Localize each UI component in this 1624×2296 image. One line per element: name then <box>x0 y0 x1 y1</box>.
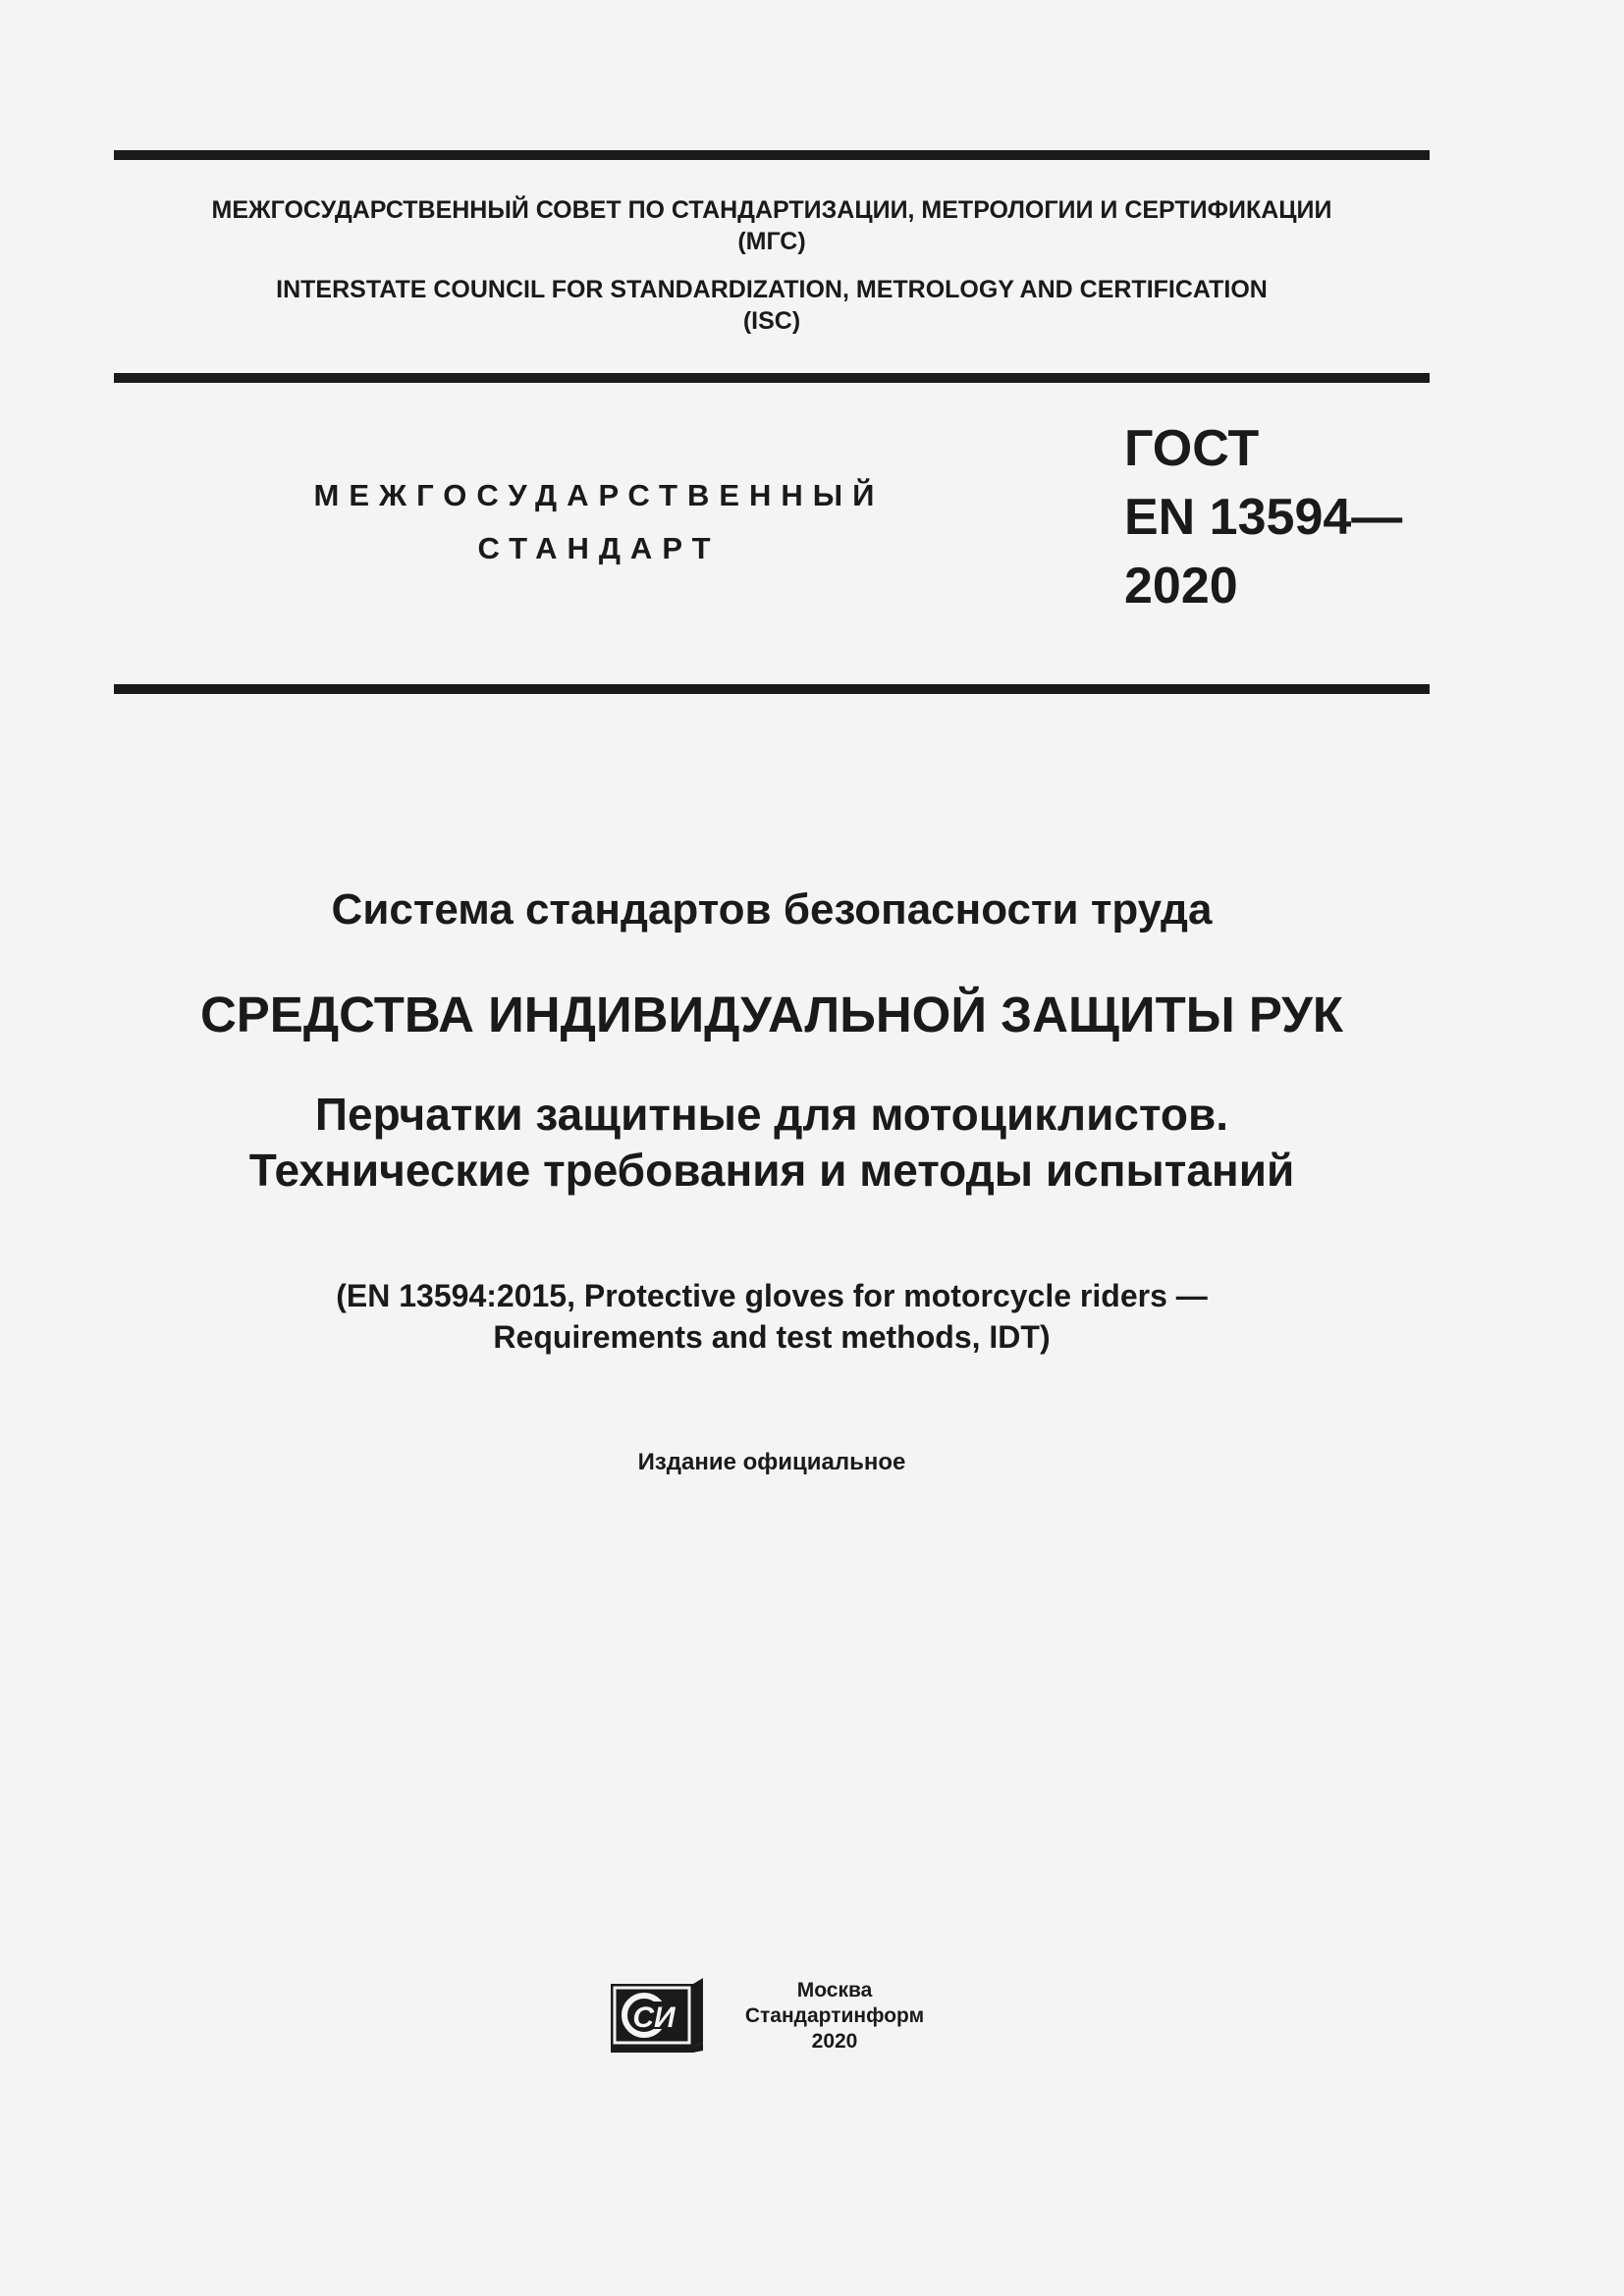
logo-text: СИ <box>632 2002 676 2034</box>
council-abbr-ru: (МГС) <box>737 228 806 255</box>
council-name-en-line1: INTERSTATE COUNCIL FOR STANDARDIZATION, METROLOGY AND CERTIFICATION <box>276 276 1268 303</box>
reference-line2: Requirements and test methods, IDT) <box>493 1319 1051 1355</box>
subtitle-line1: Перчатки защитные для мотоциклистов. <box>314 1089 1229 1140</box>
top-rule <box>114 150 1430 160</box>
standard-type <box>255 469 943 575</box>
standard-type-line1: МЕЖГОСУДАРСТВЕННЫЙ <box>313 478 885 512</box>
council-abbr-en: (ISC) <box>742 307 801 335</box>
designation-line1: ГОСТ <box>1124 420 1260 477</box>
system-title: Система стандартов безопасности труда <box>331 885 1213 934</box>
middle-rule <box>114 373 1430 383</box>
subtitle-line2: Технические требования и методы испытаний <box>248 1145 1295 1196</box>
standard-designation <box>1124 414 1402 620</box>
council-name-ru <box>114 194 1430 257</box>
council-name-en <box>114 274 1430 337</box>
publisher-city: Москва <box>796 1979 873 2002</box>
bottom-rule <box>114 684 1430 694</box>
standartinform-logo-icon <box>609 1978 707 2053</box>
subtitle <box>114 1087 1430 1199</box>
publisher-year: 2020 <box>811 2030 858 2053</box>
council-name-ru-line1: МЕЖГОСУДАРСТВЕННЫЙ СОВЕТ ПО СТАНДАРТИЗАЦИИ, МЕТРОЛОГИИ И СЕРТИФИКАЦИИ <box>211 196 1332 224</box>
edition-label: Издание официальное <box>637 1449 906 1475</box>
reference-standard <box>114 1275 1430 1358</box>
designation-line2: EN 13594— <box>1124 489 1403 546</box>
main-title: СРЕДСТВА ИНДИВИДУАЛЬНОЙ ЗАЩИТЫ РУК <box>199 987 1344 1042</box>
publisher-name: Стандартинформ <box>744 2004 925 2027</box>
reference-line1: (EN 13594:2015, Protective gloves for motorcycle riders — <box>336 1278 1208 1313</box>
publisher-info <box>727 1978 943 2055</box>
standard-type-line2: СТАНДАРТ <box>477 531 721 565</box>
designation-line3: 2020 <box>1124 558 1238 614</box>
